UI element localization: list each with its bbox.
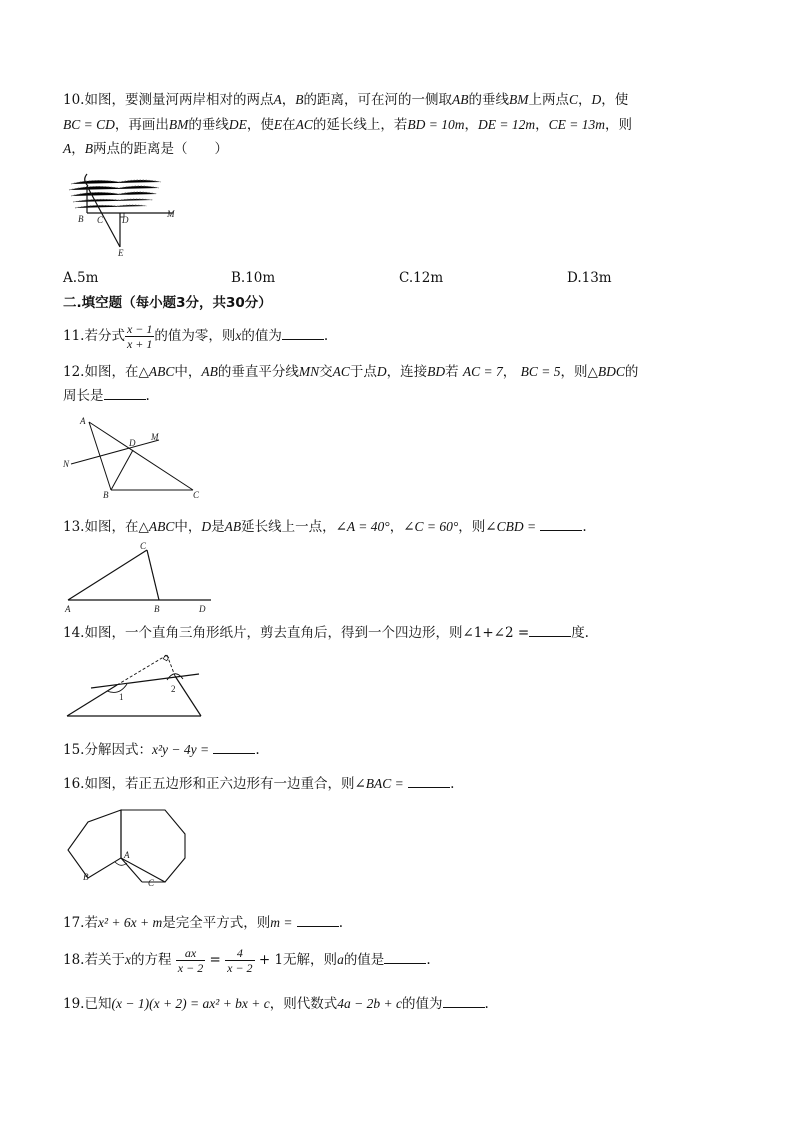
- label-b: B: [78, 214, 84, 224]
- q10-river-figure: [63, 170, 183, 258]
- perpendicular-bisector-mn: [71, 440, 159, 464]
- label-a: A: [124, 850, 130, 860]
- label-d: D: [129, 438, 136, 448]
- q13-answer-blank[interactable]: [540, 516, 582, 531]
- q12-answer-blank[interactable]: [104, 385, 146, 400]
- river-hatching: [69, 180, 161, 208]
- q10-line2: BC = CD，再画出BM的垂线DE，使E在AC的延长线上，若BD = 10m，DE = 12m，CE = 13m，则: [63, 117, 632, 133]
- q16-polygons-figure: [63, 806, 193, 896]
- q14-quadrilateral-figure: [63, 648, 213, 722]
- label-n: N: [63, 459, 70, 469]
- label-m: M: [167, 209, 175, 219]
- label-d: D: [199, 604, 206, 614]
- label-d: D: [122, 215, 129, 225]
- q10-line3: A，B两点的距离是（ ）: [63, 141, 228, 157]
- q12-triangle-figure: [63, 412, 213, 500]
- label-c: C: [97, 215, 104, 225]
- label-c: C: [140, 541, 147, 551]
- q10-option-d[interactable]: D.13m: [567, 270, 612, 286]
- q19-answer-blank[interactable]: [443, 993, 485, 1008]
- q17: 17.若x² + 6x + m是完全平方式，则m = .: [63, 912, 343, 933]
- q12-line1: 12.如图，在△ABC中，AB的垂直平分线MN交AC于点D，连接BD若 AC = 7， BC = 5，则△BDC的: [63, 364, 639, 380]
- q17-answer-blank[interactable]: [297, 912, 339, 927]
- q15-answer-blank[interactable]: [213, 739, 255, 754]
- q13: 13.如图，在△ABC中，D是AB延长线上一点，∠A = 40°，∠C = 60°，则∠CBD = .: [63, 516, 587, 537]
- q18-answer-blank[interactable]: [384, 949, 426, 964]
- section-header-fill-in: 二.填空题（每小题3分，共30分）: [63, 295, 272, 311]
- q10-option-b[interactable]: B.10m: [231, 270, 276, 286]
- q13-triangle-figure: [63, 538, 223, 616]
- pentagon: [68, 810, 121, 878]
- q18-fraction-right: $\frac{4}{x - 2}$: [227, 946, 253, 975]
- label-angle-1: 1: [119, 692, 124, 702]
- q15: 15.分解因式：x²y − 4y = .: [63, 739, 260, 760]
- q16-answer-blank[interactable]: [408, 773, 450, 788]
- hexagon: [121, 810, 185, 882]
- label-a: A: [65, 604, 71, 614]
- q11-answer-blank[interactable]: [282, 325, 324, 340]
- label-angle-2: 2: [171, 684, 176, 694]
- q10-line1: 10.如图，要测量河两岸相对的两点A，B的距离，可在河的一侧取AB的垂线BM上两点C，D，使: [63, 92, 629, 108]
- q11-fraction: $\frac{x - 1}{x + 1}$: [126, 322, 153, 351]
- q18: 18.若关于x的方程 $\frac{ax}{x - 2}$ = $\frac{4}{x - 2}$ + 1无解，则a的值是 .: [63, 946, 431, 975]
- q18-fraction-left: $\frac{ax}{x - 2}$: [177, 946, 204, 975]
- point-a-mark: [85, 174, 88, 186]
- label-m: M: [151, 432, 159, 442]
- q14-answer-blank[interactable]: [529, 622, 571, 637]
- label-e: E: [118, 248, 124, 258]
- label-b: B: [154, 604, 160, 614]
- q10-option-a[interactable]: A.5m: [63, 270, 99, 286]
- cut-line: [91, 674, 199, 688]
- label-b: B: [83, 872, 89, 882]
- q14: 14.如图，一个直角三角形纸片，剪去直角后，得到一个四边形，则∠1+∠2 = 度.: [63, 622, 589, 643]
- q11: 11.若分式 $\frac{x - 1}{x + 1}$ 的值为零，则x的值为 .: [63, 322, 329, 351]
- q16: 16.如图，若正五边形和正六边形有一边重合，则∠BAC = .: [63, 773, 454, 794]
- label-b: B: [103, 490, 109, 500]
- q10-option-c[interactable]: C.12m: [399, 270, 444, 286]
- label-c: C: [148, 878, 155, 888]
- label-a: A: [80, 416, 86, 426]
- q12-line2: 周长是 .: [63, 385, 150, 406]
- q19: 19.已知(x − 1)(x + 2) = ax² + bx + c，则代数式4a − 2b + c的值为 .: [63, 993, 489, 1014]
- label-c: C: [193, 490, 200, 500]
